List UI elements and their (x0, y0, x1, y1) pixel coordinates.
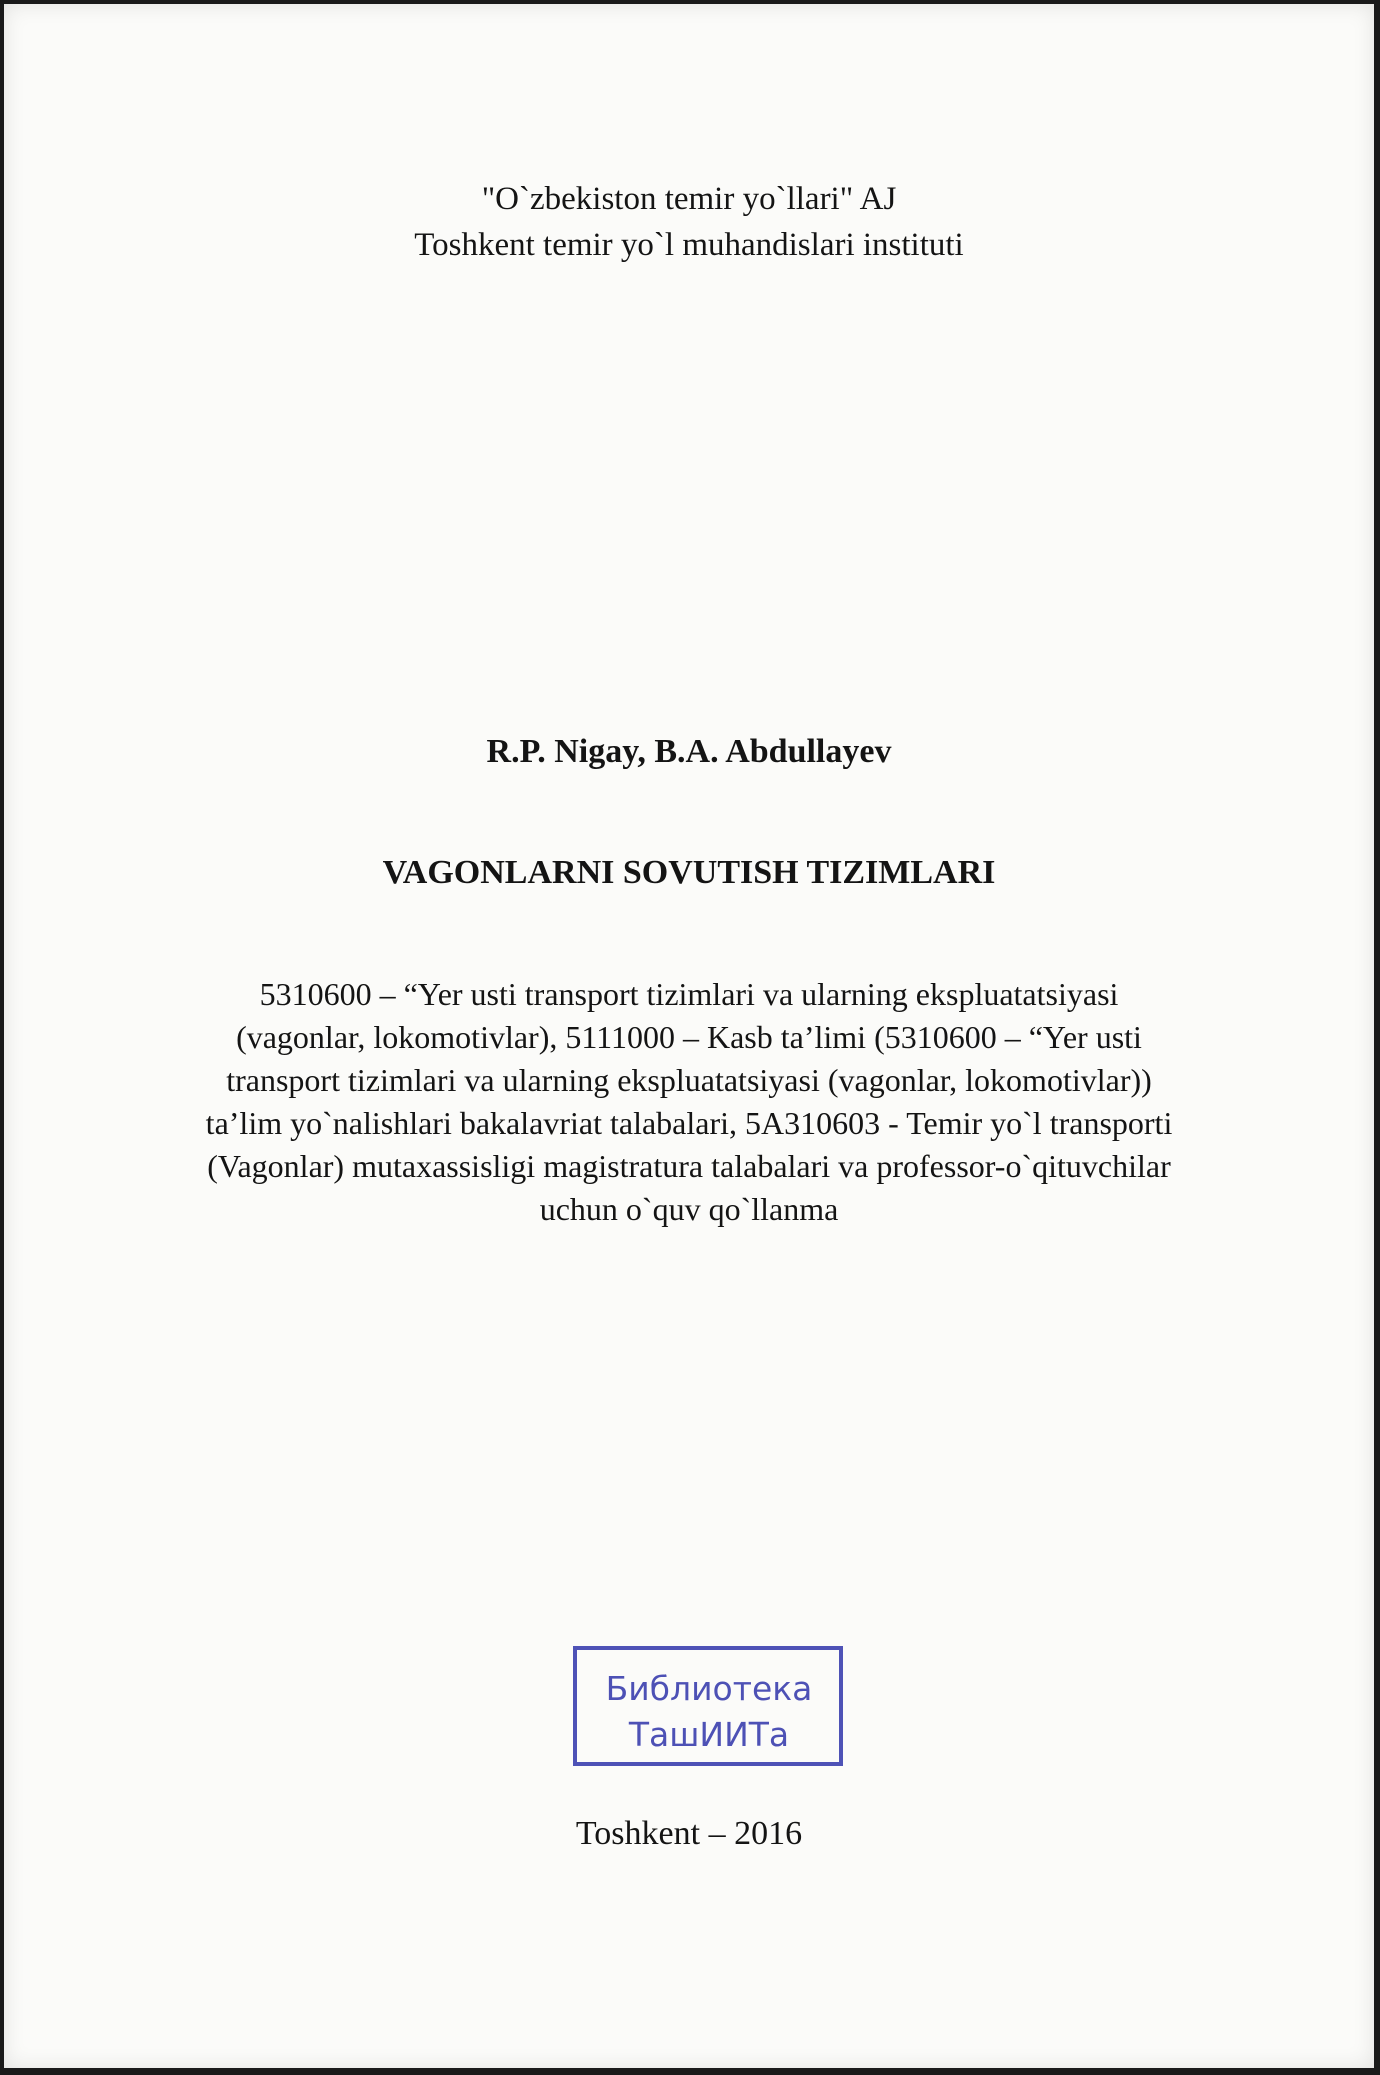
library-stamp-graphic (571, 1642, 847, 1772)
description-line: 5310600 – “Yer usti transport tizimlari va ularning ekspluatatsiyasi (259, 976, 1119, 1012)
book-title: VAGONLARNI SOVUTISH TIZIMLARI (382, 854, 996, 891)
description-line: (Vagonlar) mutaxassisligi magistratura talabalari va professor-o`qituvchilar (207, 1148, 1171, 1184)
description-line: (vagonlar, lokomotivlar), 5111000 – Kasb ta’limi (5310600 – “Yer usti (236, 1019, 1142, 1055)
svg-text:ТашИИТа: ТашИИТа (628, 1715, 790, 1754)
city-year: Toshkent – 2016 (575, 1815, 803, 1852)
organization-name: "O`zbekiston temir yo`llari" AJ (481, 181, 897, 217)
description (4, 973, 1374, 1231)
description-line: ta’lim yo`nalishlari bakalavriat talabalari, 5A310603 - Temir yo`l transporti (205, 1105, 1173, 1141)
library-stamp (571, 1642, 847, 1772)
description-line: uchun o`quv qo`llanma (539, 1191, 839, 1227)
institute-name: Toshkent temir yo`l muhandislari instituti (414, 227, 964, 263)
description-line: transport tizimlari va ularning ekspluatatsiyasi (vagonlar, lokomotivlar)) (226, 1062, 1152, 1098)
authors: R.P. Nigay, B.A. Abdullayev (486, 733, 892, 770)
title-page (4, 4, 1374, 2068)
svg-text:Библиотека: Библиотека (605, 1669, 813, 1708)
